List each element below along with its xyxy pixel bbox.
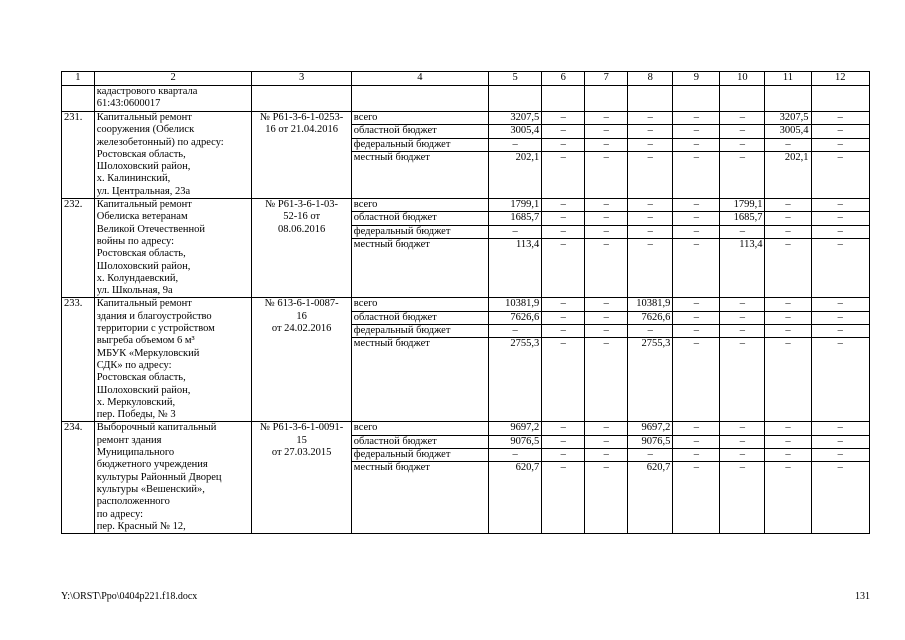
- amount-cell: –: [720, 151, 765, 198]
- amount-cell: –: [585, 138, 628, 151]
- budget-category: областной бюджет: [351, 311, 488, 324]
- amount-cell: –: [628, 449, 673, 462]
- row-number: 232.: [62, 199, 95, 298]
- amount-cell: –: [585, 125, 628, 138]
- row-number: 233.: [62, 298, 95, 422]
- amount-cell: –: [585, 338, 628, 422]
- permit-document-line: 16 от 21.04.2016: [265, 124, 338, 136]
- amount-cell: –: [489, 449, 542, 462]
- footer-file-path: Y:\ORST\Ppo\0404p221.f18.docx: [61, 591, 198, 602]
- amount-cell: –: [628, 225, 673, 238]
- budget-category: местный бюджет: [351, 238, 488, 297]
- object-name-line: Шолоховский район,: [96, 384, 191, 396]
- object-name-line: МБУК «Меркуловский: [96, 347, 200, 359]
- amount-cell: –: [489, 138, 542, 151]
- amount-cell: 7626,6: [489, 311, 542, 324]
- amount-cell: –: [542, 225, 585, 238]
- continuation-text: кадастрового квартала 61:43:0600017: [94, 86, 252, 112]
- amount-cell: –: [585, 298, 628, 311]
- amount-cell: –: [542, 462, 585, 534]
- object-name-line: Шолоховский район,: [96, 161, 191, 173]
- col-header: 3: [252, 72, 351, 86]
- amount-cell: –: [765, 311, 811, 324]
- amount-cell: –: [585, 435, 628, 448]
- header-row: [62, 72, 870, 86]
- amount-cell: –: [628, 212, 673, 225]
- col-header: 10: [720, 72, 765, 86]
- object-name-line: Шолоховский район,: [96, 260, 191, 272]
- amount-cell: –: [628, 138, 673, 151]
- amount-cell: 113,4: [720, 238, 765, 297]
- amount-cell: –: [585, 225, 628, 238]
- amount-cell: –: [673, 435, 720, 448]
- amount-cell: –: [542, 212, 585, 225]
- object-name: [94, 199, 252, 298]
- amount-cell: –: [811, 225, 869, 238]
- object-name-line: пер. Победы, № 3: [96, 409, 176, 421]
- footer-page-number: 131: [855, 591, 870, 602]
- object-name-line: х. Колундаевский,: [96, 272, 179, 284]
- amount-cell: –: [673, 138, 720, 151]
- col-header: 8: [628, 72, 673, 86]
- amount-cell: 202,1: [765, 151, 811, 198]
- amount-cell: –: [765, 338, 811, 422]
- budget-category: всего: [351, 199, 488, 212]
- amount-cell: –: [811, 151, 869, 198]
- amount-cell: 9076,5: [489, 435, 542, 448]
- object-name-line: Капитальный ремонт: [96, 199, 192, 211]
- amount-cell: –: [811, 138, 869, 151]
- amount-cell: 1685,7: [720, 212, 765, 225]
- amount-cell: –: [542, 449, 585, 462]
- amount-cell: –: [811, 212, 869, 225]
- amount-cell: –: [720, 325, 765, 338]
- object-name: [94, 298, 252, 422]
- object-name-line: Ростовская область,: [96, 248, 186, 260]
- amount-cell: –: [673, 151, 720, 198]
- amount-cell: –: [628, 125, 673, 138]
- budget-category: федеральный бюджет: [351, 449, 488, 462]
- amount-cell: 620,7: [628, 462, 673, 534]
- amount-cell: –: [628, 238, 673, 297]
- permit-document: [252, 199, 351, 298]
- object-name: [94, 422, 252, 534]
- amount-cell: –: [673, 422, 720, 435]
- permit-document: [252, 298, 351, 422]
- amount-cell: –: [628, 112, 673, 125]
- amount-cell: –: [489, 225, 542, 238]
- budget-table: [61, 71, 870, 534]
- object-name-line: Выборочный капитальный: [96, 422, 217, 434]
- col-header: 4: [351, 72, 488, 86]
- budget-category: всего: [351, 298, 488, 311]
- budget-category: федеральный бюджет: [351, 225, 488, 238]
- amount-cell: –: [720, 225, 765, 238]
- object-name-line: сооружения (Обелиск: [96, 124, 195, 136]
- amount-cell: 9697,2: [628, 422, 673, 435]
- amount-cell: –: [585, 151, 628, 198]
- budget-category: всего: [351, 112, 488, 125]
- amount-cell: –: [673, 338, 720, 422]
- amount-cell: –: [720, 338, 765, 422]
- permit-document-line: 52-16 от: [283, 211, 321, 223]
- permit-document-line: № Р61-3-6-1-03-: [265, 199, 338, 211]
- amount-cell: –: [765, 212, 811, 225]
- amount-cell: –: [585, 462, 628, 534]
- col-header: 2: [94, 72, 252, 86]
- object-name-line: Капитальный ремонт: [96, 298, 192, 310]
- amount-cell: 1799,1: [720, 199, 765, 212]
- budget-category: областной бюджет: [351, 125, 488, 138]
- amount-cell: –: [720, 449, 765, 462]
- budget-category: местный бюджет: [351, 151, 488, 198]
- amount-cell: –: [765, 298, 811, 311]
- amount-cell: 1799,1: [489, 199, 542, 212]
- object-name-line: Муниципального: [96, 447, 175, 459]
- amount-cell: –: [720, 125, 765, 138]
- col-header: 6: [542, 72, 585, 86]
- amount-cell: –: [673, 238, 720, 297]
- amount-cell: –: [542, 238, 585, 297]
- amount-cell: 620,7: [489, 462, 542, 534]
- amount-cell: –: [628, 151, 673, 198]
- object-name-line: Великой Отечественной: [96, 223, 206, 235]
- object-name-line: ул. Школьная, 9а: [96, 285, 173, 297]
- amount-cell: –: [720, 462, 765, 534]
- object-name-line: здания и благоустройство: [96, 310, 212, 322]
- amount-cell: –: [673, 112, 720, 125]
- amount-cell: –: [585, 238, 628, 297]
- amount-cell: 10381,9: [489, 298, 542, 311]
- amount-cell: –: [765, 435, 811, 448]
- budget-category: местный бюджет: [351, 338, 488, 422]
- continuation-row: [62, 86, 870, 112]
- object-name-line: х. Калининский,: [96, 173, 171, 185]
- table-row: [62, 199, 870, 212]
- permit-document-line: № Р61-3-6-1-0253-: [260, 112, 344, 123]
- amount-cell: 9076,5: [628, 435, 673, 448]
- amount-cell: –: [811, 462, 869, 534]
- object-name-line: х. Меркуловский,: [96, 396, 176, 408]
- amount-cell: –: [542, 112, 585, 125]
- amount-cell: –: [720, 112, 765, 125]
- row-number: 234.: [62, 422, 95, 534]
- amount-cell: –: [542, 199, 585, 212]
- amount-cell: –: [811, 298, 869, 311]
- amount-cell: –: [585, 199, 628, 212]
- permit-document: [252, 422, 351, 534]
- amount-cell: –: [720, 422, 765, 435]
- amount-cell: –: [542, 151, 585, 198]
- amount-cell: –: [542, 338, 585, 422]
- amount-cell: –: [673, 298, 720, 311]
- budget-category: областной бюджет: [351, 212, 488, 225]
- amount-cell: 7626,6: [628, 311, 673, 324]
- permit-document-line: № 613-6-1-0087-: [264, 298, 339, 310]
- permit-document-line: 16: [296, 310, 307, 322]
- object-name-line: культуры «Вешенский»,: [96, 483, 205, 495]
- col-header: 1: [62, 72, 95, 86]
- amount-cell: 113,4: [489, 238, 542, 297]
- col-header: 12: [811, 72, 869, 86]
- amount-cell: –: [811, 112, 869, 125]
- permit-document-line: от 24.02.2016: [271, 323, 332, 335]
- amount-cell: –: [628, 199, 673, 212]
- amount-cell: 1685,7: [489, 212, 542, 225]
- object-name: [94, 112, 252, 199]
- object-name-line: пер. Красный № 12,: [96, 520, 186, 532]
- budget-category: всего: [351, 422, 488, 435]
- amount-cell: –: [811, 311, 869, 324]
- table-row: [62, 422, 870, 435]
- amount-cell: –: [542, 298, 585, 311]
- object-name-line: ремонт здания: [96, 434, 162, 446]
- col-header: 9: [673, 72, 720, 86]
- object-name-line: Капитальный ремонт: [96, 112, 192, 123]
- permit-document-line: № Р61-3-6-1-0091-: [260, 422, 344, 434]
- object-name-line: войны по адресу:: [96, 235, 175, 247]
- amount-cell: –: [585, 325, 628, 338]
- object-name-line: расположенного: [96, 496, 170, 508]
- amount-cell: –: [673, 125, 720, 138]
- amount-cell: –: [585, 449, 628, 462]
- object-name-line: Обелиска ветеранам: [96, 211, 188, 223]
- object-name-line: культуры Районный Дворец: [96, 471, 222, 483]
- amount-cell: –: [673, 449, 720, 462]
- col-header: 7: [585, 72, 628, 86]
- amount-cell: –: [542, 125, 585, 138]
- col-header: 5: [489, 72, 542, 86]
- amount-cell: –: [585, 422, 628, 435]
- amount-cell: –: [765, 225, 811, 238]
- amount-cell: 2755,3: [628, 338, 673, 422]
- amount-cell: –: [765, 449, 811, 462]
- permit-document: [252, 112, 351, 199]
- object-name-line: СДК» по адресу:: [96, 359, 172, 371]
- object-name-line: железобетонный) по адресу:: [96, 136, 224, 148]
- amount-cell: –: [811, 238, 869, 297]
- budget-category: федеральный бюджет: [351, 325, 488, 338]
- amount-cell: –: [673, 212, 720, 225]
- amount-cell: –: [628, 325, 673, 338]
- amount-cell: 3207,5: [489, 112, 542, 125]
- amount-cell: –: [542, 325, 585, 338]
- object-name-line: бюджетного учреждения: [96, 459, 208, 471]
- amount-cell: –: [811, 449, 869, 462]
- object-name-line: ул. Центральная, 23а: [96, 185, 191, 197]
- amount-cell: –: [489, 325, 542, 338]
- amount-cell: –: [765, 462, 811, 534]
- amount-cell: –: [673, 311, 720, 324]
- amount-cell: 202,1: [489, 151, 542, 198]
- amount-cell: –: [720, 435, 765, 448]
- permit-document-line: 15: [296, 434, 307, 446]
- amount-cell: –: [811, 422, 869, 435]
- object-name-line: по адресу:: [96, 508, 143, 520]
- amount-cell: –: [673, 462, 720, 534]
- amount-cell: –: [720, 138, 765, 151]
- amount-cell: –: [542, 422, 585, 435]
- amount-cell: –: [673, 325, 720, 338]
- amount-cell: –: [542, 311, 585, 324]
- object-name-line: выгреба объемом 6 м³: [96, 335, 195, 347]
- amount-cell: –: [811, 199, 869, 212]
- amount-cell: –: [811, 435, 869, 448]
- amount-cell: –: [720, 311, 765, 324]
- table-row: [62, 298, 870, 311]
- amount-cell: 9697,2: [489, 422, 542, 435]
- amount-cell: –: [585, 311, 628, 324]
- budget-category: областной бюджет: [351, 435, 488, 448]
- amount-cell: 2755,3: [489, 338, 542, 422]
- amount-cell: –: [542, 138, 585, 151]
- amount-cell: –: [811, 125, 869, 138]
- object-name-line: территории с устройством: [96, 323, 215, 335]
- row-number: 231.: [62, 112, 95, 199]
- budget-category: федеральный бюджет: [351, 138, 488, 151]
- object-name-line: Ростовская область,: [96, 372, 186, 384]
- amount-cell: –: [720, 298, 765, 311]
- amount-cell: 10381,9: [628, 298, 673, 311]
- amount-cell: –: [585, 112, 628, 125]
- amount-cell: –: [585, 212, 628, 225]
- amount-cell: –: [765, 422, 811, 435]
- amount-cell: –: [811, 325, 869, 338]
- amount-cell: –: [673, 199, 720, 212]
- amount-cell: 3207,5: [765, 112, 811, 125]
- amount-cell: –: [765, 199, 811, 212]
- amount-cell: –: [673, 225, 720, 238]
- budget-category: местный бюджет: [351, 462, 488, 534]
- permit-document-line: 08.06.2016: [278, 223, 326, 235]
- amount-cell: 3005,4: [765, 125, 811, 138]
- object-name-line: Ростовская область,: [96, 148, 186, 160]
- amount-cell: –: [765, 325, 811, 338]
- amount-cell: –: [765, 238, 811, 297]
- amount-cell: –: [811, 338, 869, 422]
- amount-cell: –: [542, 435, 585, 448]
- table-row: [62, 112, 870, 125]
- amount-cell: –: [765, 138, 811, 151]
- permit-document-line: от 27.03.2015: [271, 447, 332, 459]
- amount-cell: 3005,4: [489, 125, 542, 138]
- col-header: 11: [765, 72, 811, 86]
